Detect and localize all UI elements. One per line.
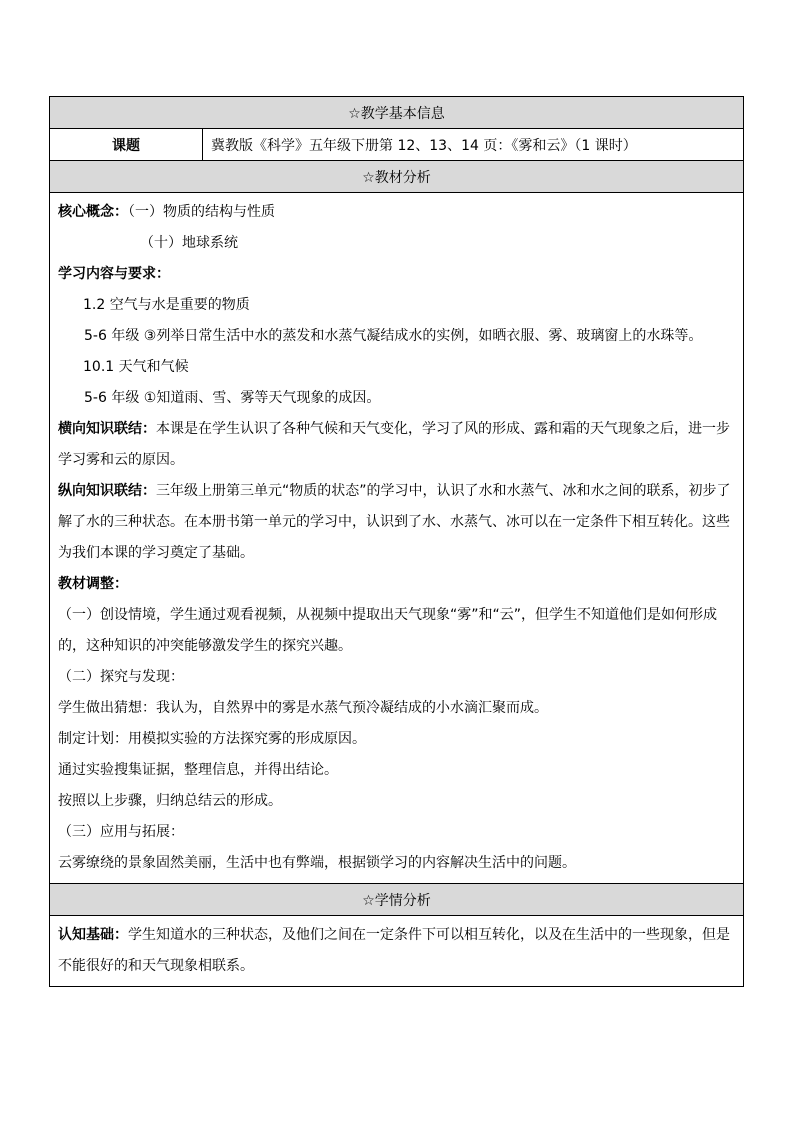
cognitive-basis-paragraph: [58, 920, 737, 982]
adjustment-2-plan: 制定计划：用模拟实验的方法探究雾的形成原因。: [58, 731, 366, 747]
adjustment-3-title: （三）应用与拓展：: [58, 824, 184, 840]
requirement-2-text: 5-6 年级 ①知道雨、雪、雾等天气现象的成因。: [84, 390, 381, 406]
section-header-learner-analysis: ☆学情分析: [50, 884, 744, 916]
core-concept-2: （十）地球系统: [140, 235, 238, 251]
section-header-textbook-analysis: ☆教材分析: [50, 161, 744, 193]
vertical-link-paragraph: [58, 476, 737, 569]
adjustment-2-title: （二）探究与发现：: [58, 669, 184, 685]
textbook-analysis-content: [50, 193, 744, 884]
topic-label: 课题: [50, 129, 203, 161]
adjustment-3-text: 云雾缭绕的景象固然美丽，生活中也有弊端，根据锁学习的内容解决生活中的问题。: [58, 855, 576, 871]
cognitive-basis-label: 认知基础：: [58, 927, 128, 943]
core-concept-line: [58, 197, 737, 228]
adjustment-2-hypothesis: 学生做出猜想：我认为，自然界中的雾是水蒸气预冷凝结成的小水滴汇聚而成。: [58, 700, 548, 716]
vertical-link-text: 三年级上册第三单元“物质的状态”的学习中，认识了水和水蒸气、冰和水之间的联系，初步了解了水的三种状态。在本册书第一单元的学习中，认识到了水、水蒸气、冰可以在一定条件下相互转化。这些为我们本课的学习奠定了基础。: [58, 483, 731, 561]
core-concept-label: 核心概念：: [58, 204, 128, 220]
requirement-1-title: 1.2 空气与水是重要的物质: [83, 297, 250, 313]
requirement-1-text: 5-6 年级 ③列举日常生活中水的蒸发和水蒸气凝结成水的实例，如晒衣服、雾、玻璃窗上的水珠等。: [84, 328, 703, 344]
horizontal-link-label: 横向知识联结：: [58, 421, 156, 437]
learner-analysis-content: [50, 916, 744, 987]
requirements-label: 学习内容与要求：: [58, 266, 170, 282]
core-concept-1: （一）物质的结构与性质: [128, 204, 275, 220]
horizontal-link-text: 本课是在学生认识了各种气候和天气变化，学习了风的形成、露和霜的天气现象之后，进一步学习雾和云的原因。: [58, 421, 730, 468]
vertical-link-label: 纵向知识联结：: [58, 483, 156, 499]
adjustment-label: 教材调整：: [58, 576, 128, 592]
lesson-plan-table: [49, 96, 744, 987]
adjustment-2-evidence: 通过实验搜集证据，整理信息，并得出结论。: [58, 762, 338, 778]
cognitive-basis-text: 学生知道水的三种状态，及他们之间在一定条件下可以相互转化，以及在生活中的一些现象，但是不能很好的和天气现象相联系。: [58, 927, 730, 974]
topic-value: 冀教版《科学》五年级下册第 12、13、14 页：《雾和云》（1 课时）: [203, 129, 744, 161]
adjustment-2-summary: 按照以上步骤，归纳总结云的形成。: [58, 793, 282, 809]
horizontal-link-paragraph: [58, 414, 737, 476]
requirement-2-title: 10.1 天气和气候: [83, 359, 189, 375]
adjustment-1: （一）创设情境，学生通过观看视频，从视频中提取出天气现象“雾”和“云”，但学生不知道他们是如何形成的，这种知识的冲突能够激发学生的探究兴趣。: [58, 607, 718, 654]
section-header-basic-info: ☆教学基本信息: [50, 97, 744, 129]
